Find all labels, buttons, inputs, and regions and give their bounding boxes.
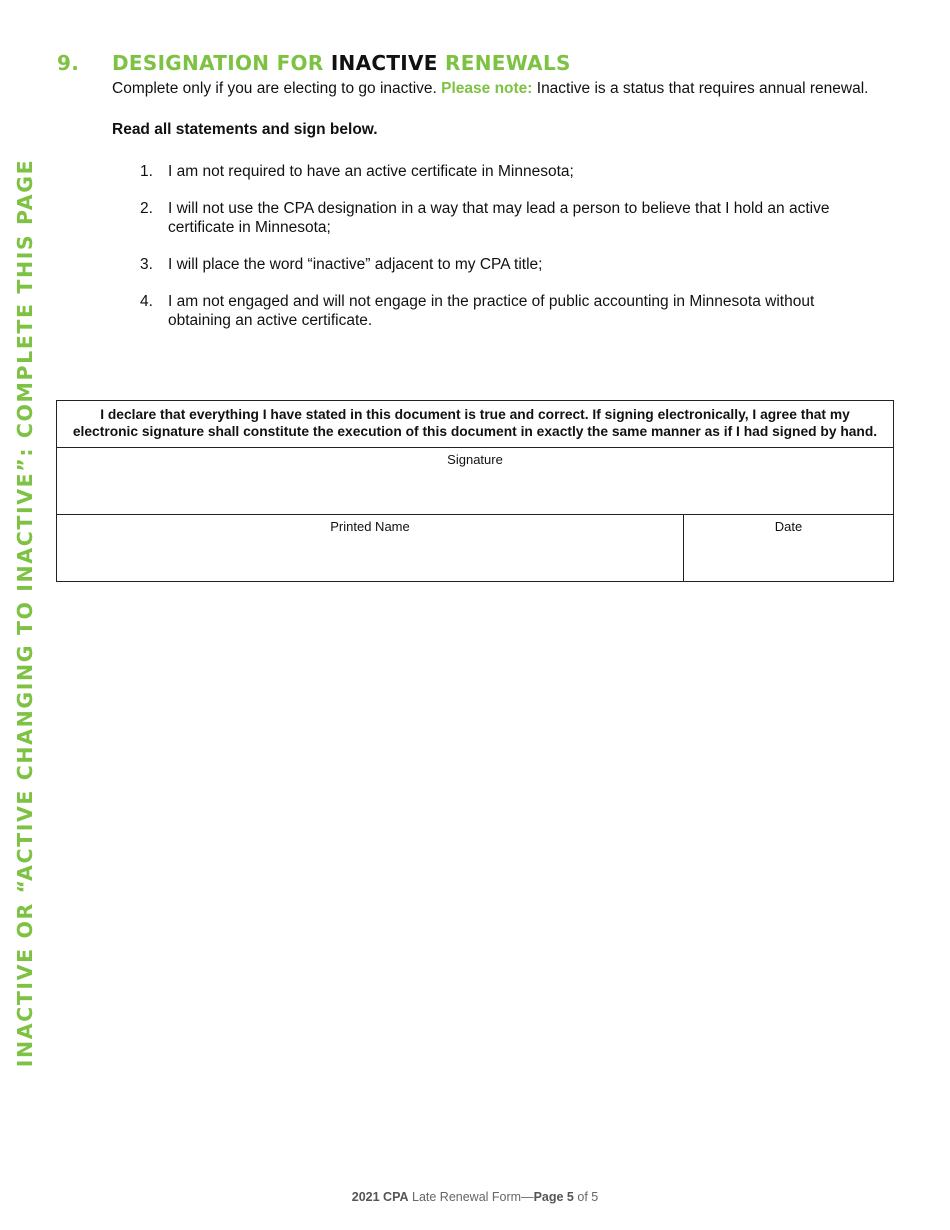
footer-form-name: Late Renewal Form—	[408, 1190, 534, 1204]
footer-of-total: of 5	[573, 1190, 599, 1204]
statement-text: I will place the word “inactive” adjacent to my CPA title;	[168, 256, 543, 273]
footer-page-label: Page 5	[533, 1190, 574, 1204]
section-heading	[57, 50, 571, 76]
statement-text: I will not use the CPA designation in a way that may lead a person to believe that I hold an active certificate in Minnesota;	[168, 200, 830, 236]
statement-item	[140, 162, 860, 181]
statement-number: 4.	[140, 293, 153, 310]
intro-note-label: Please note:	[441, 80, 533, 97]
printed-name-label: Printed Name	[330, 519, 410, 534]
date-field[interactable]	[684, 515, 894, 582]
signature-field[interactable]	[57, 448, 894, 515]
statement-number: 2.	[140, 200, 153, 217]
declaration-text: I declare that everything I have stated in this document is true and correct. If signing electronically, I agree that my electronic signature shall constitute the execution of this document in exactly the same manner as if I had signed by hand.	[57, 401, 894, 448]
section-title-part2: INACTIVE	[330, 51, 438, 75]
intro-paragraph	[112, 79, 868, 99]
footer-year-cpa: 2021 CPA	[351, 1190, 409, 1204]
statement-number: 1.	[140, 163, 153, 180]
section-number: 9.	[57, 51, 80, 75]
statement-text: I am not engaged and will not engage in the practice of public accounting in Minnesota without obtaining an active certificate.	[168, 293, 815, 329]
intro-text: Complete only if you are electing to go inactive.	[112, 80, 442, 97]
statement-item	[140, 255, 860, 274]
section-title-part1: DESIGNATION FOR	[112, 51, 331, 75]
instruction: Read all statements and sign below.	[112, 121, 378, 138]
page-footer	[0, 1190, 950, 1204]
statement-text: I am not required to have an active certificate in Minnesota;	[168, 163, 574, 180]
statement-number: 3.	[140, 256, 153, 273]
side-banner-text: INACTIVE OR “ACTIVE CHANGING TO INACTIVE”: COMPLETE THIS PAGE	[13, 158, 37, 1068]
side-banner	[0, 0, 50, 1230]
signature-label: Signature	[447, 452, 503, 467]
date-label: Date	[774, 519, 803, 534]
statement-item	[140, 292, 860, 330]
statement-list	[140, 162, 860, 348]
statement-item	[140, 199, 860, 237]
section-title-part3: RENEWALS	[437, 51, 571, 75]
printed-name-field[interactable]	[57, 515, 684, 582]
intro-note-text: Inactive is a status that requires annual renewal.	[532, 80, 869, 97]
declaration-table	[56, 400, 894, 582]
